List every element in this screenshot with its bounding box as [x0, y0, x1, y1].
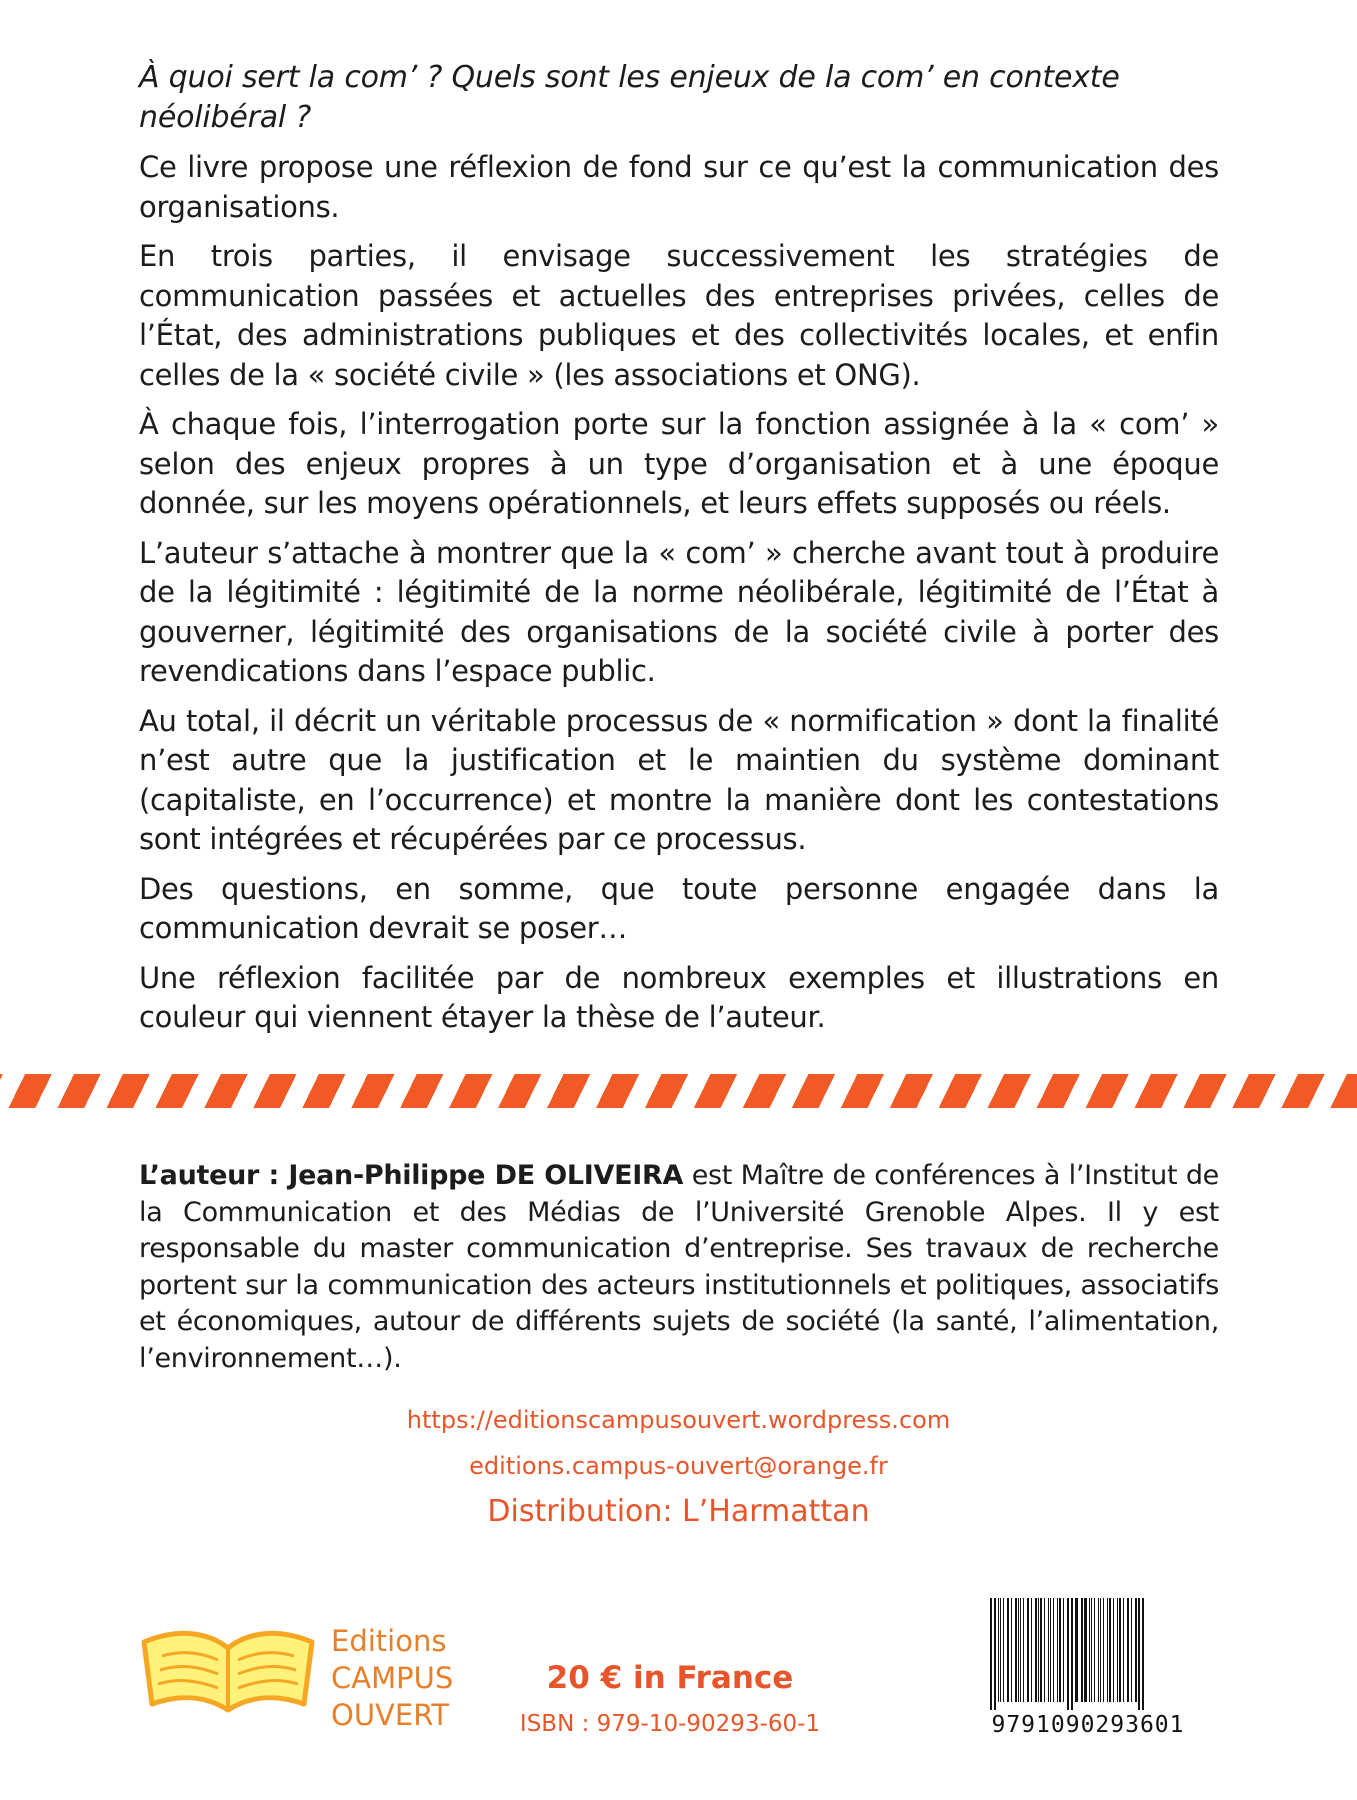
publisher-contact — [0, 1404, 1357, 1532]
author-label: L’auteur : Jean-Philippe DE OLIVEIRA — [139, 1160, 684, 1191]
open-book-icon — [138, 1620, 318, 1720]
author-bio-text: est Maître de conférences à l’Institut de la Communication et des Médias de l’Université Grenoble Alpes. Il y est responsable du master communication d’entreprise. Ses travaux de recherche portent sur la communication des acteurs institutionnels et politiques, associatifs et économiques, autour de différents sujets de société (la santé, l’alimentation, l’environnement…). — [139, 1160, 1219, 1374]
paragraph-2: En trois parties, il envisage successivement les stratégies de communication passées et actuelles des entreprises privées, celles de l’État, des administrations publiques et des collectivités locales, et enfin celles de la « société civile » (les associations et ONG). — [139, 239, 1219, 392]
email-link[interactable]: editions.campus-ouvert@orange.fr — [469, 1452, 888, 1480]
distribution-text: Distribution: L’Harmattan — [487, 1494, 870, 1529]
paragraph-6: Des questions, en somme, que toute personne engagée dans la communication devrait se poser… — [139, 871, 1219, 945]
barcode-bars — [988, 1598, 1188, 1712]
paragraph-4: L’auteur s’attache à montrer que la « com’ » cherche avant tout à produire de la légitimité : légitimité de la norme néolibérale, légitimité de l’État à gouverner, légitimité des organisations de la société civile à porter des revendications dans l’espace public. — [139, 535, 1219, 688]
paragraph-1: Ce livre propose une réflexion de fond sur ce qu’est la communication des organisations. — [139, 150, 1219, 224]
price: 20 € in France — [546, 1660, 794, 1696]
paragraph-3: À chaque fois, l’interrogation porte sur la fonction assignée à la « com’ » selon des enjeux propres à un type d’organisation et à une époque donnée, sur les moyens opérationnels, et leurs effets supposés ou réels. — [139, 407, 1219, 520]
price-block — [470, 1658, 870, 1742]
hazard-stripe-divider — [0, 1074, 1357, 1108]
isbn: ISBN : 979-10-90293-60-1 — [519, 1711, 821, 1737]
publisher-line-2: CAMPUS — [331, 1661, 454, 1695]
tagline-question: À quoi sert la com’ ? Quels sont les enjeux de la com’ en contexte néolibéral ? — [139, 60, 1120, 135]
author-bio — [139, 1158, 1219, 1377]
paragraph-5: Au total, il décrit un véritable processus de « normification » dont la finalité n’est autre que la justification et le maintien du système dominant (capitaliste, en l’occurrence) et montre la manière dont les contestations sont intégrées et récupérées par ce processus. — [139, 703, 1219, 856]
barcode — [970, 1592, 1206, 1747]
barcode-number: 9791090293601 — [991, 1712, 1185, 1738]
publisher-name — [331, 1623, 453, 1734]
publisher-line-1: Editions — [331, 1624, 447, 1658]
website-link[interactable]: https://editionscampusouvert.wordpress.com — [406, 1406, 951, 1434]
publisher-line-3: OUVERT — [331, 1698, 449, 1732]
description-block — [139, 58, 1219, 1048]
paragraph-7: Une réflexion facilitée par de nombreux exemples et illustrations en couleur qui viennent étayer la thèse de l’auteur. — [139, 960, 1219, 1034]
